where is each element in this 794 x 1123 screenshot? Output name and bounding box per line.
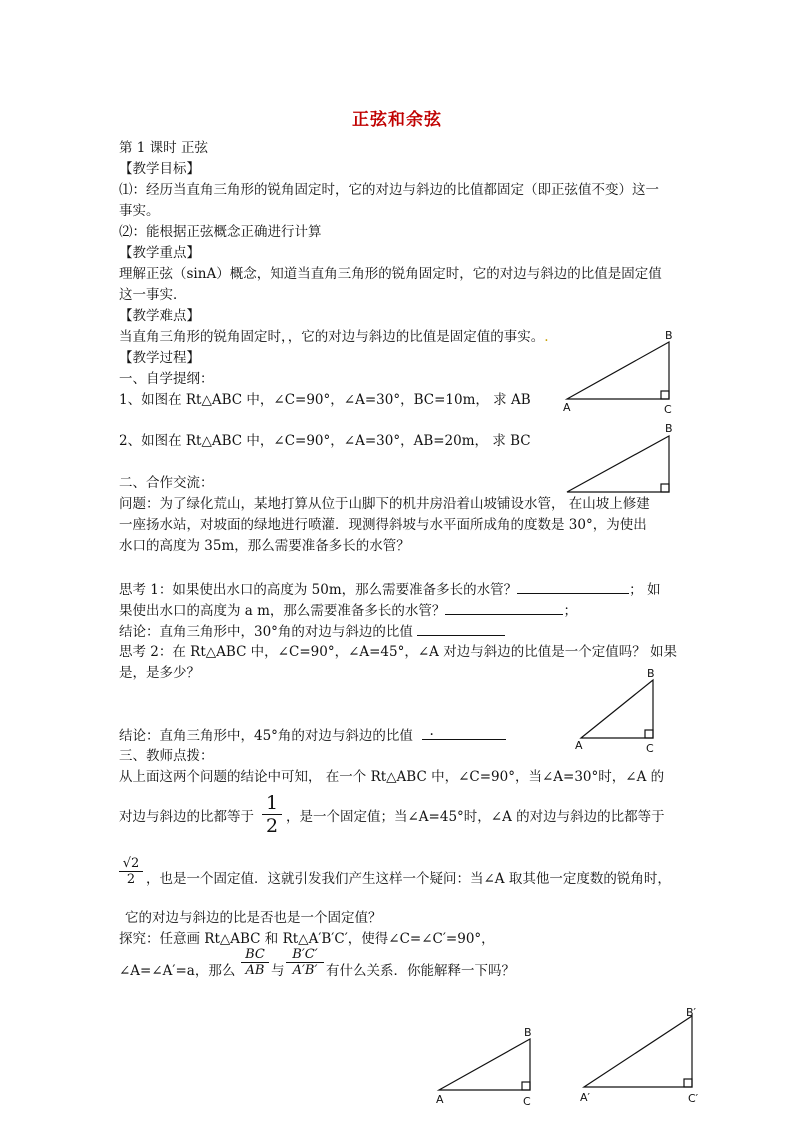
- section-keypoint-heading: 【教学重点】: [119, 245, 200, 261]
- question-2: 2、如图在 Rt△ABC 中，∠C=90°，∠A=30°，AB=20m， 求 BC: [119, 433, 531, 449]
- fraction-denominator: A′B′: [292, 963, 318, 978]
- page-title: 正弦和余弦: [352, 110, 442, 130]
- conclusion-30: 结论：直角三角形中，30°角的对边与斜边的比值: [119, 622, 505, 641]
- summary-line-3: ，也是一个固定值．这就引发我们产生这样一个疑问：当∠A 取其他一定度数的锐角时，: [146, 871, 671, 887]
- summary-line-2a: 对边与斜边的比都等于: [119, 809, 254, 825]
- part-two-heading: 二、合作交流：: [119, 475, 214, 491]
- right-angle-mark: [661, 484, 669, 492]
- vertex-label-a: A: [563, 401, 571, 414]
- summary-line-1: 从上面这两个问题的结论中可知， 在一个 Rt△ABC 中，∠C=90°，当∠A=30°时，∠A 的: [119, 769, 665, 785]
- explore-line-1: 探究：任意画 Rt△ABC 和 Rt△A′B′C′，使得∠C=∠C′=90°，: [119, 931, 495, 947]
- explore-line-2c: 有什么关系．你能解释一下吗？: [326, 963, 515, 979]
- think-2-line-2: 是，是多少？: [119, 665, 200, 681]
- think-1-line-1: 思考 1：如果使出水口的高度为 50m，那么需要准备多长的水管？ ； 如: [119, 582, 661, 598]
- right-angle-mark: [661, 391, 669, 399]
- difficulty-text: 当直角三角形的锐角固定时，，它的对边与斜边的比值是固定值的事实。.: [119, 329, 549, 345]
- problem-line-1: 问题：为了绿化荒山，某地打算从位于山脚下的机井房沿着山坡铺设水管， 在山坡上修建: [119, 496, 650, 512]
- question-1: 1、如图在 Rt△ABC 中，∠C=90°，∠A=30°，BC=10m， 求 AB: [119, 392, 531, 408]
- goal-2: ⑵：能根据正弦概念正确进行计算: [119, 224, 322, 240]
- triangle-figure-1: [567, 342, 669, 399]
- fraction-numerator: B′C′: [292, 947, 318, 962]
- explore-line-2b: 与: [271, 963, 285, 979]
- summary-line-2b: ，是一个固定值；当∠A=45°时，∠A 的对边与斜边的比都等于: [286, 809, 665, 825]
- section-goals-heading: 【教学目标】: [119, 161, 200, 177]
- vertex-label-a-prime: A′: [580, 1091, 591, 1104]
- section-difficulty-heading: 【教学难点】: [119, 308, 200, 324]
- fraction-denominator: AB: [245, 963, 265, 978]
- part-three-heading: 三、教师点拨：: [119, 748, 214, 764]
- vertex-label-c: C: [664, 403, 672, 416]
- right-angle-mark: [645, 730, 653, 738]
- vertex-label-c-prime: C′: [688, 1092, 699, 1105]
- think-2-line-1: 思考 2：在 Rt△ABC 中，∠C=90°，∠A=45°，∠A 对边与斜边的比值是一个定值吗？ 如果: [119, 644, 678, 660]
- goal-1-line-1: ⑴：经历当直角三角形的锐角固定时，它的对边与斜边的比值都固定（即正弦值不变）这一: [119, 182, 659, 198]
- vertex-label-b-prime: B′: [686, 1006, 697, 1019]
- problem-line-2: 一座扬水站，对坡面的绿地进行喷灌．现测得斜坡与水平面所成角的度数是 30°，为使出: [119, 517, 647, 533]
- keypoint-line-1: 理解正弦（sinA）概念，知道当直角三角形的锐角固定时，它的对边与斜边的比值是固定值: [119, 266, 662, 282]
- vertex-label-b: B: [524, 1026, 532, 1039]
- answer-blank[interactable]: .: [422, 726, 506, 740]
- fraction-numerator: 1: [265, 792, 279, 814]
- triangle-figure-2: [567, 436, 669, 492]
- goal-1-line-2: 事实。: [119, 203, 160, 219]
- triangle-figure-abc-prime: [584, 1016, 692, 1087]
- lesson-heading: 第 1 课时 正弦: [119, 140, 208, 156]
- fraction-numerator: BC: [245, 947, 265, 962]
- fraction-numerator: √2: [122, 856, 140, 871]
- right-angle-mark: [522, 1082, 530, 1090]
- vertex-label-b: B: [647, 667, 655, 680]
- vertex-label-b: B: [665, 329, 673, 342]
- right-angle-mark: [684, 1079, 692, 1087]
- conclusion-45: 结论：直角三角形中，45°角的对边与斜边的比值 .: [119, 726, 506, 745]
- fraction-denominator: 2: [265, 815, 279, 837]
- vertex-label-a: A: [436, 1093, 444, 1106]
- explore-line-2a: ∠A=∠A′=a，那么: [119, 963, 236, 979]
- fraction-denominator: 2: [126, 872, 136, 887]
- vertex-label-c: C: [646, 742, 654, 755]
- vertex-label-a: A: [575, 739, 583, 752]
- vertex-label-c: C: [523, 1095, 531, 1108]
- keypoint-line-2: 这一事实．: [119, 287, 187, 303]
- part-one-heading: 一、自学提纲：: [119, 371, 214, 387]
- summary-line-4: 它的对边与斜边的比是否也是一个固定值？: [125, 910, 382, 926]
- section-process-heading: 【教学过程】: [119, 350, 200, 366]
- vertex-label-b: B: [665, 422, 673, 435]
- problem-line-3: 水口的高度为 35m，那么需要准备多长的水管？: [119, 538, 410, 554]
- think-1-line-2: 果使出水口的高度为 a m，那么需要准备多长的水管？ ；: [119, 603, 577, 619]
- triangle-figure-abc: [439, 1039, 530, 1090]
- triangle-figure-3: [581, 680, 653, 738]
